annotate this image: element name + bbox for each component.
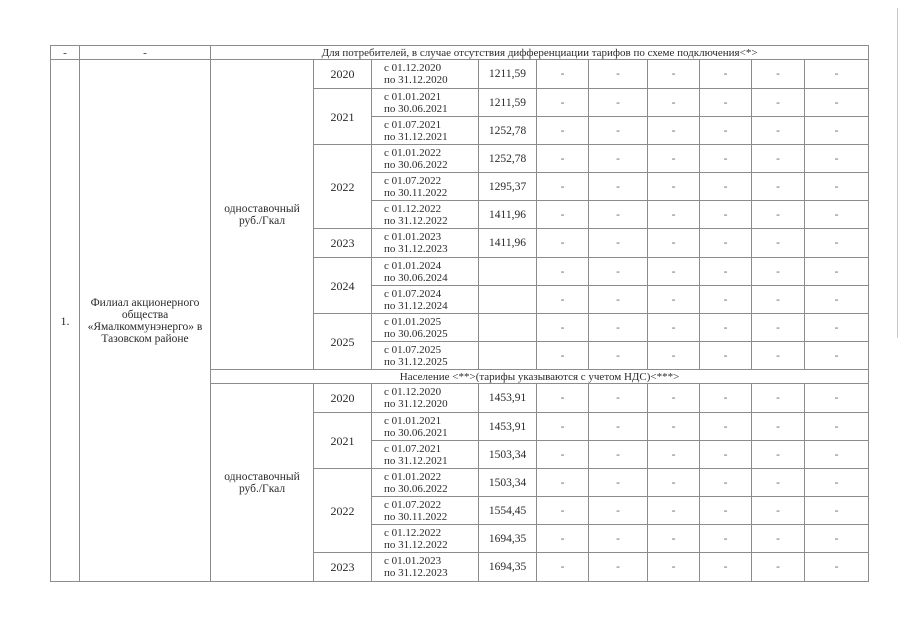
period-cell [372, 314, 479, 342]
period-from: с 01.01.2021 [384, 90, 442, 103]
empty-value-dash: - [700, 258, 752, 286]
empty-value-dash: - [752, 258, 805, 286]
empty-value-dash: - [537, 469, 589, 497]
period-to: по 30.06.2022 [384, 158, 448, 171]
empty-value-dash: - [589, 258, 648, 286]
empty-value-dash: - [648, 173, 700, 201]
period-cell [372, 342, 479, 370]
empty-value-dash: - [752, 384, 805, 413]
period-to: по 31.12.2023 [384, 243, 448, 255]
period-to: по 30.06.2021 [384, 426, 448, 439]
header-row [51, 46, 869, 60]
empty-value-dash: - [537, 342, 589, 370]
tariff-value [479, 286, 537, 314]
empty-value-dash: - [537, 229, 589, 258]
empty-value-dash: - [648, 258, 700, 286]
empty-value-dash: - [700, 413, 752, 441]
tariff-row [51, 60, 869, 89]
period-cell [372, 384, 479, 413]
empty-value-dash: - [700, 342, 752, 370]
empty-value-dash: - [648, 497, 700, 525]
year-cell: 2020 [314, 60, 372, 89]
period-from: с 01.07.2025 [384, 343, 442, 356]
tariff-value: 1554,45 [479, 497, 537, 525]
year-cell: 2020 [314, 384, 372, 413]
empty-value-dash: - [805, 89, 869, 117]
empty-value-dash: - [648, 201, 700, 229]
period-from: с 01.01.2022 [384, 146, 442, 159]
period-cell [372, 117, 479, 145]
period-cell [372, 145, 479, 173]
period-cell [372, 60, 479, 89]
tariff-value: 1295,37 [479, 173, 537, 201]
empty-value-dash: - [752, 60, 805, 89]
empty-value-dash: - [752, 525, 805, 553]
empty-value-dash: - [537, 497, 589, 525]
period-to: по 30.06.2024 [384, 271, 448, 284]
period-from: с 01.01.2023 [384, 231, 442, 243]
empty-value-dash: - [589, 201, 648, 229]
period-from: с 01.07.2024 [384, 287, 442, 300]
period-to: по 31.12.2022 [384, 214, 448, 227]
empty-value-dash: - [700, 229, 752, 258]
empty-value-dash: - [589, 342, 648, 370]
header-dash-1: - [51, 46, 80, 60]
empty-value-dash: - [648, 229, 700, 258]
empty-value-dash: - [805, 229, 869, 258]
empty-value-dash: - [700, 60, 752, 89]
tariff-value: 1211,59 [479, 60, 537, 89]
empty-value-dash: - [805, 342, 869, 370]
period-from: с 01.07.2022 [384, 174, 442, 187]
period-to: по 31.12.2021 [384, 130, 448, 143]
tariff-value: 1694,35 [479, 525, 537, 553]
empty-value-dash: - [700, 201, 752, 229]
empty-value-dash: - [537, 525, 589, 553]
empty-value-dash: - [648, 145, 700, 173]
tariff-value [479, 314, 537, 342]
empty-value-dash: - [648, 89, 700, 117]
empty-value-dash: - [648, 286, 700, 314]
period-cell [372, 201, 479, 229]
empty-value-dash: - [537, 553, 589, 582]
empty-value-dash: - [752, 413, 805, 441]
empty-value-dash: - [537, 117, 589, 145]
empty-value-dash: - [805, 314, 869, 342]
empty-value-dash: - [700, 117, 752, 145]
empty-value-dash: - [648, 553, 700, 582]
period-from: с 01.07.2021 [384, 442, 442, 455]
empty-value-dash: - [589, 89, 648, 117]
tariff-value: 1211,59 [479, 89, 537, 117]
empty-value-dash: - [648, 342, 700, 370]
empty-value-dash: - [589, 314, 648, 342]
period-to: по 31.12.2020 [384, 398, 448, 410]
empty-value-dash: - [700, 384, 752, 413]
tariff-value [479, 342, 537, 370]
period-cell [372, 441, 479, 469]
empty-value-dash: - [537, 441, 589, 469]
empty-value-dash: - [648, 413, 700, 441]
empty-value-dash: - [752, 173, 805, 201]
empty-value-dash: - [589, 469, 648, 497]
empty-value-dash: - [589, 441, 648, 469]
period-cell [372, 229, 479, 258]
tariff-value: 1411,96 [479, 201, 537, 229]
empty-value-dash: - [700, 553, 752, 582]
empty-value-dash: - [805, 145, 869, 173]
empty-value-dash: - [537, 384, 589, 413]
empty-value-dash: - [589, 413, 648, 441]
empty-value-dash: - [752, 117, 805, 145]
empty-value-dash: - [805, 258, 869, 286]
tariff-value: 1453,91 [479, 413, 537, 441]
empty-value-dash: - [648, 60, 700, 89]
period-to: по 31.12.2022 [384, 538, 448, 551]
empty-value-dash: - [537, 173, 589, 201]
empty-value-dash: - [700, 314, 752, 342]
empty-value-dash: - [537, 286, 589, 314]
section-title: Для потребителей, в случае отсутствия дифференциации тарифов по схеме подключения<*> [211, 46, 869, 60]
empty-value-dash: - [805, 525, 869, 553]
empty-value-dash: - [589, 384, 648, 413]
empty-value-dash: - [589, 145, 648, 173]
period-cell [372, 89, 479, 117]
row-number: 1. [51, 60, 80, 582]
empty-value-dash: - [589, 525, 648, 553]
period-from: с 01.12.2022 [384, 526, 442, 539]
empty-value-dash: - [700, 173, 752, 201]
empty-value-dash: - [589, 497, 648, 525]
tariff-value: 1503,34 [479, 441, 537, 469]
empty-value-dash: - [589, 286, 648, 314]
empty-value-dash: - [805, 173, 869, 201]
period-cell [372, 469, 479, 497]
empty-value-dash: - [589, 173, 648, 201]
year-cell: 2021 [314, 89, 372, 145]
period-from: с 01.07.2021 [384, 118, 442, 131]
empty-value-dash: - [648, 117, 700, 145]
year-cell: 2022 [314, 469, 372, 553]
empty-value-dash: - [700, 441, 752, 469]
empty-value-dash: - [752, 553, 805, 582]
empty-value-dash: - [752, 89, 805, 117]
year-cell: 2023 [314, 229, 372, 258]
empty-value-dash: - [537, 201, 589, 229]
empty-value-dash: - [752, 286, 805, 314]
period-cell [372, 413, 479, 441]
period-from: с 01.01.2022 [384, 470, 442, 483]
period-to: по 30.06.2021 [384, 102, 448, 115]
period-from: с 01.01.2025 [384, 315, 442, 328]
empty-value-dash: - [752, 229, 805, 258]
tariff-value: 1503,34 [479, 469, 537, 497]
tariff-table [50, 45, 869, 582]
empty-value-dash: - [589, 117, 648, 145]
empty-value-dash: - [805, 60, 869, 89]
section-title: Население <**>(тарифы указываются с учетом НДС)<***> [211, 370, 869, 384]
empty-value-dash: - [700, 525, 752, 553]
empty-value-dash: - [805, 413, 869, 441]
empty-value-dash: - [648, 525, 700, 553]
period-to: по 31.12.2025 [384, 355, 448, 368]
tariff-value: 1453,91 [479, 384, 537, 413]
period-from: с 01.01.2023 [384, 555, 442, 567]
tariff-value: 1694,35 [479, 553, 537, 582]
empty-value-dash: - [805, 553, 869, 582]
empty-value-dash: - [648, 469, 700, 497]
empty-value-dash: - [752, 469, 805, 497]
period-cell [372, 286, 479, 314]
empty-value-dash: - [805, 469, 869, 497]
empty-value-dash: - [752, 342, 805, 370]
year-cell: 2021 [314, 413, 372, 469]
period-cell [372, 258, 479, 286]
tariff-type: одноставочный руб./Гкал [211, 60, 314, 370]
empty-value-dash: - [752, 201, 805, 229]
period-from: с 01.07.2022 [384, 498, 442, 511]
empty-value-dash: - [537, 89, 589, 117]
period-cell [372, 497, 479, 525]
empty-value-dash: - [537, 60, 589, 89]
period-to: по 31.12.2024 [384, 299, 448, 312]
empty-value-dash: - [648, 441, 700, 469]
period-from: с 01.12.2020 [384, 62, 442, 74]
empty-value-dash: - [805, 441, 869, 469]
period-from: с 01.12.2022 [384, 202, 442, 215]
period-to: по 30.11.2022 [384, 186, 448, 199]
period-to: по 31.12.2020 [384, 74, 448, 86]
tariff-value: 1411,96 [479, 229, 537, 258]
year-cell: 2023 [314, 553, 372, 582]
period-cell [372, 553, 479, 582]
empty-value-dash: - [752, 441, 805, 469]
empty-value-dash: - [537, 413, 589, 441]
empty-value-dash: - [537, 258, 589, 286]
period-to: по 30.06.2025 [384, 327, 448, 340]
year-cell: 2024 [314, 258, 372, 314]
tariff-value: 1252,78 [479, 117, 537, 145]
period-from: с 01.01.2024 [384, 259, 442, 272]
empty-value-dash: - [752, 145, 805, 173]
empty-value-dash: - [648, 384, 700, 413]
empty-value-dash: - [648, 314, 700, 342]
empty-value-dash: - [805, 201, 869, 229]
empty-value-dash: - [700, 89, 752, 117]
empty-value-dash: - [700, 145, 752, 173]
period-cell [372, 173, 479, 201]
tariff-value [479, 258, 537, 286]
period-cell [372, 525, 479, 553]
period-to: по 31.12.2021 [384, 454, 448, 467]
empty-value-dash: - [537, 145, 589, 173]
empty-value-dash: - [700, 469, 752, 497]
period-from: с 01.12.2020 [384, 386, 442, 398]
empty-value-dash: - [700, 497, 752, 525]
empty-value-dash: - [589, 60, 648, 89]
tariff-value: 1252,78 [479, 145, 537, 173]
empty-value-dash: - [805, 117, 869, 145]
period-to: по 30.11.2022 [384, 510, 448, 523]
year-cell: 2025 [314, 314, 372, 370]
empty-value-dash: - [805, 286, 869, 314]
empty-value-dash: - [589, 553, 648, 582]
empty-value-dash: - [752, 497, 805, 525]
tariff-table-body [51, 46, 869, 582]
tariff-type: одноставочный руб./Гкал [211, 384, 314, 582]
header-dash-2: - [80, 46, 211, 60]
empty-value-dash: - [700, 286, 752, 314]
empty-value-dash: - [805, 497, 869, 525]
empty-value-dash: - [805, 384, 869, 413]
empty-value-dash: - [537, 314, 589, 342]
period-from: с 01.01.2021 [384, 414, 442, 427]
year-cell: 2022 [314, 145, 372, 229]
empty-value-dash: - [752, 314, 805, 342]
empty-value-dash: - [589, 229, 648, 258]
period-to: по 31.12.2023 [384, 567, 448, 579]
scan-edge-line [897, 8, 898, 338]
organization-name: Филиал акционерного общества «Ямалкоммунэнерго» в Тазовском районе [80, 60, 211, 582]
period-to: по 30.06.2022 [384, 482, 448, 495]
